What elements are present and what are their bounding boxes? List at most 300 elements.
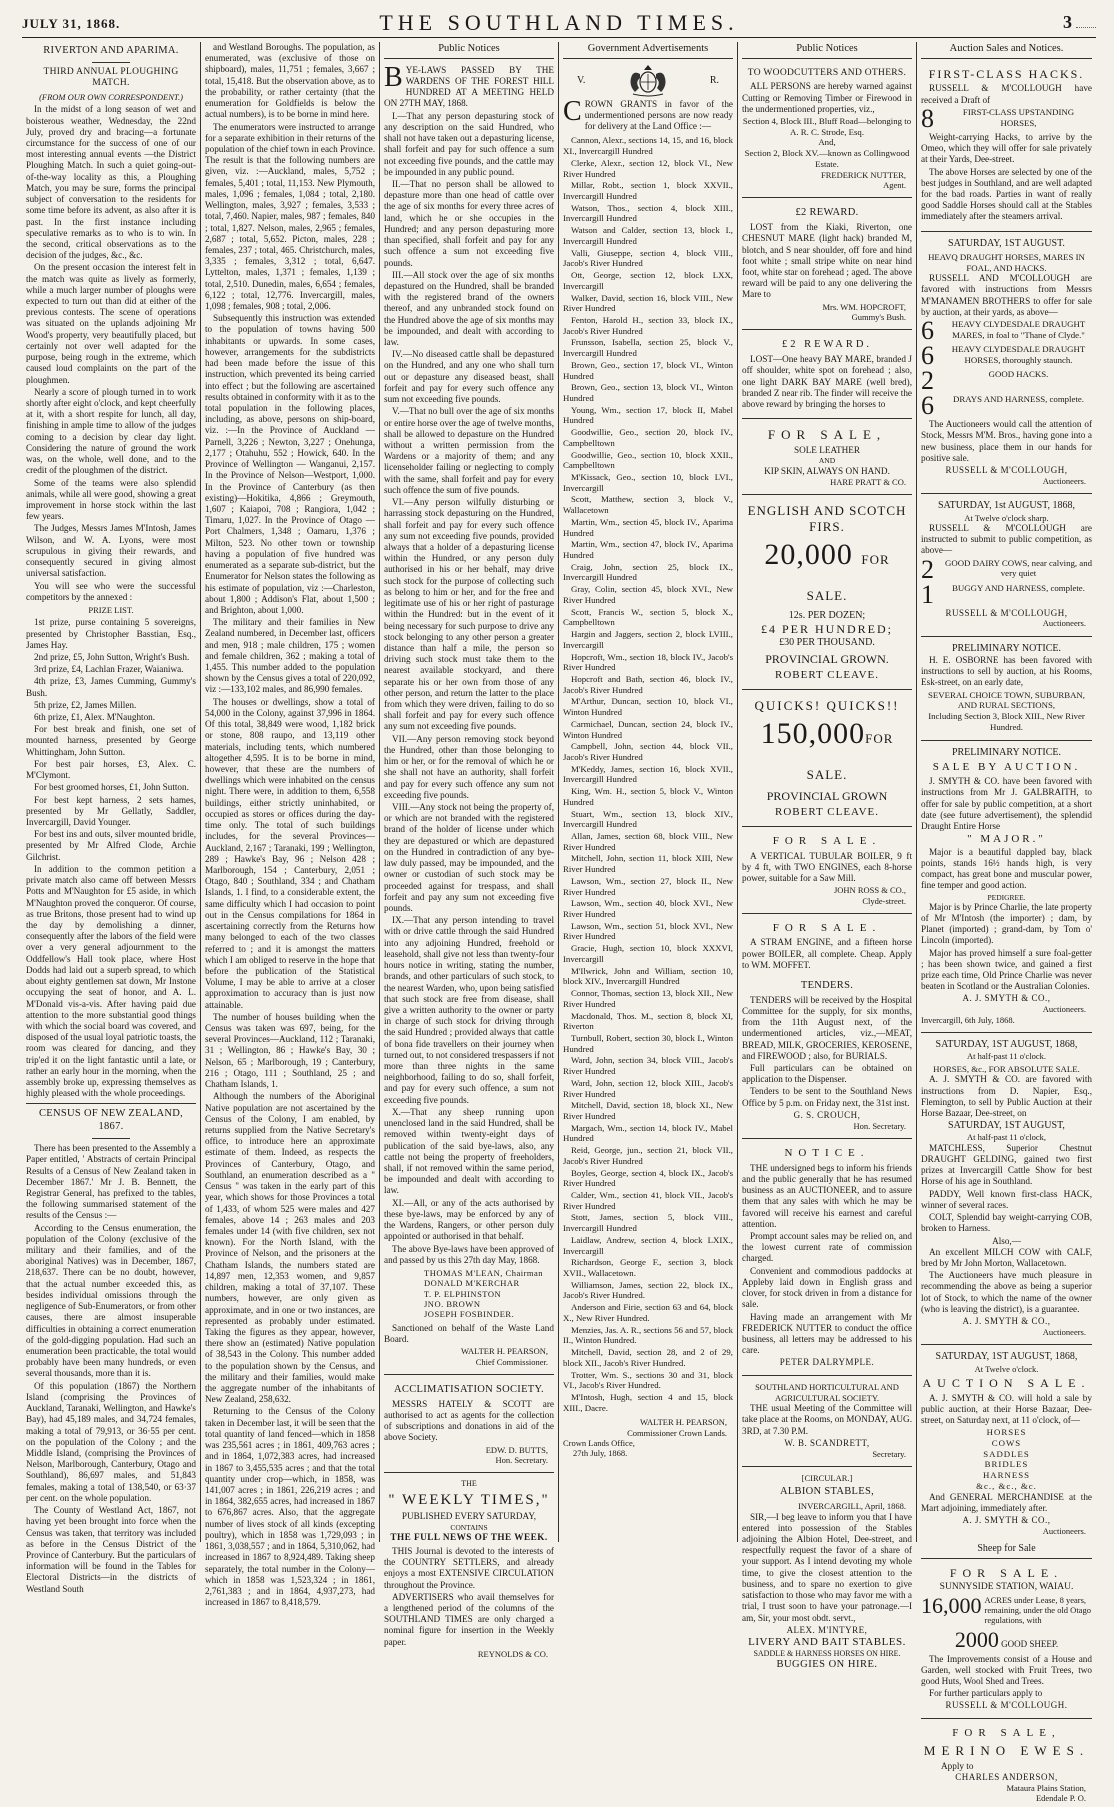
article-paragraph: Nearly a score of plough turned in to work shortly after eight o'clock, and kept cheerfully at it, with a short respite for lunch, all day, finishing in ample time to allow of the judges coming to a decision by clear day light. Considering the nature of ground the work was, on the whole, well done, and to the credit of the ploughmen of the district.: [26, 386, 196, 476]
crown-grant-item: Brown, Geo., section 17, block VI., Winton Hundred: [563, 359, 733, 381]
major-text: J. SMYTH & CO. have been favored with instructions from Mr J. GALBRAITH, to offer for sale by public competition, at a short date (see future advertisement), the splendid Draught Entire Horse: [921, 776, 1092, 832]
notice-text-3: Convenient and commodious paddocks at Appleby laid down in English grass and clover, for stock driven in from a distance for sale.: [742, 1265, 912, 1310]
sheep-acres-count: 16,000: [921, 1592, 982, 1618]
census-paragraph: The enumerators were instructed to arrange for a separate exhibition in their returns of the population of the chief town in each Province. The result is that the following numbers are given, viz. :—Auckland, males, 5,752 ; females, 5,401 ; total, 11,153. New Plymouth, males, 1,096 ; females, 1,084 ; total, 2,180. Wellington, males, 3,927 ; females, 3,533 ; total, 7,460. Napier, males, 987 ; females, 840 ; total, 1,827. Nelson, males, 2,965 ; females, 2,687 ; total, 5,652. Picton, males, 228 ; females, 237 ; total, 465. Christchurch, males, 3,335 ; females, 3,312 ; total, 6,647. Lyttelton, males, 1,371 ; females, 1,139 ; total, 2,510. Dunedin, males, 6,654 ; females, 6,122 ; total, 12,776. Invercargill, males, 1,098 ; females, 908 ; total, 2,006.: [205, 121, 375, 312]
sale-date: SATURDAY, 1ST AUGUST.: [948, 237, 1065, 249]
horses-text-4: COLT, Splendid bay weight-carrying COB, broken to Harness.: [921, 1212, 1092, 1234]
crown-grant-item: Margach, Wm., section 14, block IV., Mabel Hundred: [563, 1122, 733, 1144]
quicks-quantity: 150,000FOR SALE.: [760, 716, 894, 783]
section-header: Public Notices: [742, 42, 912, 59]
page-number-leader: [1076, 27, 1096, 28]
divider: [921, 231, 1092, 232]
tenders-signature: G. S. CROUCH,: [793, 1109, 861, 1120]
prize-list-title: PRIZE LIST.: [88, 604, 134, 615]
bylaw-item: The above Bye-laws have been approved of and passed by us this 27th day May, 1868.: [384, 1243, 554, 1265]
sheep-count: 2000: [954, 1626, 999, 1652]
albion-title: ALBION STABLES,: [779, 1486, 875, 1498]
divider: [92, 62, 130, 63]
preliminary-text: H. E. OSBORNE has been favored with instructions to sell by auction, at his Rooms, Esk-street, on an early date,: [921, 655, 1092, 688]
column-4: [559, 42, 738, 1542]
acclimatisation-signature: EDW. D. BUTTS,: [485, 1444, 548, 1455]
crown-grant-item: Goodwillie, Geo., section 10, block XXII., Campbelltown: [563, 449, 733, 471]
preliminary-notice-1: [921, 641, 1092, 736]
signatory: JOSEPH FOSBINDER.: [424, 1309, 515, 1320]
divider: [921, 493, 1092, 494]
woodcutters-signature: FREDERICK NUTTER,: [821, 169, 906, 180]
cows-items: [921, 554, 1092, 609]
lot-count: 6: [921, 316, 934, 346]
firs-price-2: £4 PER HUNDRED;: [760, 622, 893, 637]
auction-lot: [921, 554, 1092, 584]
article-paragraph: On the present occasion the interest felt in the match was quite as lively as formerly, while a much larger number of ploughs were expected to turn out than did at either of the previous contests. The scene of operations was situated on the uplands adjoining Mr Wood's property, very beautifully placed, but certainly not over well adapted for the purpose, being rough in the extreme, which caused loud complaints on the part of the ploughmen.: [26, 262, 196, 385]
major-horse-ad: [921, 745, 1092, 1029]
draught-role: Auctioneers.: [1042, 475, 1086, 486]
sale-time: At Twelve o'clock sharp.: [964, 512, 1049, 523]
horses-text-3: PADDY, Well known first-class HACK, winner of several races.: [921, 1188, 1092, 1210]
circular-label: [CIRCULAR.]: [801, 1473, 853, 1484]
divider: [742, 1466, 912, 1467]
firs-title: ENGLISH AND SCOTCH FIRS.: [747, 503, 907, 534]
general-auction-ad: [921, 1349, 1092, 1539]
tenders-ad: [742, 975, 912, 1134]
crown-grant-item: Richardson, George F., section 3, block XVII., Wallacetown.: [563, 1257, 733, 1279]
bylaw-item: VII.—Any person removing stock beyond the Hundred, other than those belonging to him or her, or for the removal of which he or she shall not have an authority, shall forfeit and pay for every such offence any sum not exceeding five pounds.: [384, 733, 554, 800]
major-text-2: Major is a beautiful dappled bay, black points, stands 16½ hands high, is very compact, has great bone and muscular power, fine temper and good action.: [921, 846, 1092, 891]
crest-left-letter: V.: [577, 74, 586, 86]
census-headline: CENSUS OF NEW ZEALAND, 1867.: [38, 1108, 184, 1133]
merino-ewes-ad: [921, 1723, 1092, 1806]
draught-text-2: The Auctioneers would call the attention of Stock, Messrs M'M. Bros., having gone into a new business, place them in our hands for positive sale.: [921, 419, 1092, 463]
crown-grant-item: Frunsson, Isabella, section 25, block V., Invercargill Hundred: [563, 337, 733, 359]
signatory: THOMAS M'LEAN, Chairman: [424, 1267, 544, 1278]
auction-title: SALE BY AUCTION.: [932, 760, 1081, 773]
weekly-published: PUBLISHED EVERY SATURDAY,: [401, 1511, 537, 1522]
major-name: " MAJOR.": [967, 833, 1046, 846]
crown-grant-item: Calder, Wm., section 41, block VII., Jacob's River Hundred: [563, 1190, 733, 1211]
boiler-signature: JOHN ROSS & CO.,: [833, 885, 906, 896]
auction-list-item: SADDLES: [983, 1448, 1030, 1459]
article-closing: In addition to the common petition a private match also came off between Messrs Potts and M'Naughton for £5 aside, in which M'Naughton proved the conqueror. Of course, as true Britons, those present had to wind up the day by demolishing a dinner, consequently after the labors of the field were over a very general adjournment to the Oddfellow's Hall took place, where Host Dodds had laid out a superb spread, to which about eighty gentlemen sat down, Mr Instone occupying the seat of honor, and A. L. M'Donald vis-a-vis. After having paid due attention to the more substantial good things with which the social board was covered, and disposed of the usual loyal patriotic toasts, the room was cleared for dancing, and they trip'ed it on the light fantastic until a late, or rather an early hour in the morning, when the assembly broke up, expressing themselves as highly pleased with the whole proceedings.: [26, 863, 196, 1099]
ewes-name: MERINO EWES.: [923, 1742, 1090, 1758]
horses-also: Also,—: [992, 1235, 1021, 1246]
albion-buggies: BUGGIES ON HIRE.: [776, 1658, 878, 1670]
prize-item: For best break and finish, one set of mounted harness, presented by George Whittingham, John Sutton.: [26, 724, 196, 757]
reward-title: £2 REWARD.: [795, 207, 859, 219]
engine-text: A STRAM ENGINE, and a fifteen horse power BOILER, all complete. Cheap. Apply to WM. MOFFET.: [742, 937, 912, 970]
crown-grant-item: Craig, John, section 25, block IX., Invercargill Hundred: [563, 561, 733, 583]
crown-grant-item: Gray, Colin, section 45, block XVI., New River Hundred: [563, 584, 733, 605]
bylaw-item: IV.—No diseased cattle shall be depastured on the Hundred, and any one who shall turn out or depasture any diseased beast, shall forfeit and pay for every such offence any sum not exceeding five pounds.: [384, 349, 554, 405]
census-paragraph: According to the Census enumeration, the population of the Colony (exclusive of the military and their families, and of the aboriginal Natives) was in December, 1867, 218,637. There can be no doubt, however, that the actual number exceeded this, as besides individual omissions through the negligence of Sub-Enumerators, or from other causes, there are almost insuperable difficulties in obtaining a correct enumeration of the gold-digging population. Had such an enumeration been practicable, the total would probably have been many hundreds, or even several thousands, more than it is.: [26, 1222, 196, 1379]
for-sale-title: FOR SALE.: [772, 921, 882, 934]
crown-grants-intro: CROWN GRANTS in favor of the undermentioned persons are now ready for delivery at the Land Office :—: [563, 95, 733, 132]
weekly-news: THE FULL NEWS OF THE WEEK.: [390, 1531, 548, 1542]
weekly-the: THE: [461, 1479, 477, 1489]
lot-count: 6: [921, 391, 934, 421]
albion-saddle: SADDLE & HARNESS HORSES ON HIRE.: [753, 1649, 901, 1659]
divider: [742, 329, 912, 330]
prize-item: For best groomed horses, £1, John Sutton.: [34, 782, 189, 793]
grants-signature: WALTER H. PEARSON,: [639, 1417, 727, 1428]
hacks-ad: [921, 63, 1092, 227]
auctioneer-notice: [742, 1143, 912, 1371]
signatory: JNO. BROWN: [424, 1299, 481, 1310]
boiler-text: A VERTICAL TUBULAR BOILER, 9 ft by 4 ft, with TWO ENGINES, each 8-horse power, suitable for a Saw Mill.: [742, 850, 912, 883]
census-paragraph: The military and their families in New Zealand numbered, in December last, officers and men, 918 ; male children, 175 ; women and female children, 362 ; making a total of 1,455. This number added to the population shown by the Census gives a total of 220,092, viz :—133,102 males, and 86,990 females.: [205, 617, 375, 695]
draught-text: RUSSELL AND M'COLLOUGH are favored with instructions from Messrs M'MANAMEN BROTHERS to offer for sale by auction, at their yards, as above—: [921, 273, 1092, 317]
divider: [742, 689, 912, 690]
prize-item: For best kept harness, 2 sets hames, presented by Mr Gellatly, Saddler, Invercargill, David Younger.: [26, 794, 196, 828]
reward-title: £2 REWARD.: [781, 339, 873, 351]
crown-grant-item: Brown, Geo., section 13, block VI., Winton Hundred: [563, 382, 733, 403]
crown-grant-item: Young, Wm., section 17, block II, Mabel Hundred: [563, 404, 733, 426]
woodcutters-properties: [742, 116, 912, 170]
acclimatisation-title: ACCLIMATISATION SOCIETY.: [394, 1383, 544, 1395]
grants-role: Commissioner Crown Lands.: [627, 1427, 727, 1438]
prize-item: For best ins and outs, silver mounted bridle, presented by Mr Alfred Clode, Archie Gilchrist.: [26, 829, 196, 862]
census-paragraph: There has been presented to the Assembly a Paper entitled, ' Abstracts of certain Principal Results of a Census of New Zealand taken in December 1867.' Mr J. B. Bennett, the Registrar General, has prefixed to the tables, the following summarised statement of the results of the Census :—: [26, 1143, 196, 1221]
major-date: Invercargill, 6th July, 1868.: [921, 1014, 1015, 1025]
tenders-text-3: Tenders to be sent to the Southland News Office by 5 p.m. on Friday next, the 31st inst.: [742, 1086, 912, 1108]
crown-grant-item: M'Ilwrick, John and William, section 10, block XIV., Invercargill Hundred: [563, 965, 733, 987]
column-1: [22, 42, 201, 1594]
albion-stables-ad: [742, 1471, 912, 1675]
prize-list: [26, 617, 196, 863]
weekly-times-ad: [384, 1477, 554, 1662]
property-item: And,: [818, 137, 836, 148]
crown-grant-item: Martin, Wm., section 45, block IV., Aparima Hundred: [563, 516, 733, 538]
prize-item: For best pair horses, £3, Alex. C. M'Clymont.: [26, 758, 196, 781]
property-item: Section 4, Block III., Bluff Road—belonging to A. R. C. Strode, Esq.: [742, 116, 912, 137]
crown-grant-item: Clerke, Alexr., section 12, block VI., New River Hundred: [563, 157, 733, 179]
auction-list-item: &c., &c., &c.: [976, 1480, 1037, 1491]
auction-lot: [921, 579, 1092, 609]
article-subhead: THIRD ANNUAL PLOUGHING MATCH.: [43, 66, 179, 89]
crown-grant-item: Fenton, Harold H., section 33, block IX., Jacob's River Hundred: [563, 314, 733, 336]
divider: [742, 418, 912, 419]
sanction-role: Chief Commissioner.: [475, 1356, 548, 1367]
lot-description: BUGGY AND HARNESS, complete.: [952, 582, 1085, 593]
section-header: Auction Sales and Notices.: [921, 42, 1092, 59]
section-header: Public Notices: [384, 42, 554, 59]
divider: [742, 913, 912, 914]
firs-grown: PROVINCIAL GROWN.: [765, 651, 889, 666]
dropcap: C: [563, 95, 582, 127]
horticultural-text: THE usual Meeting of the Committee will take place at the Rooms, on MONDAY, AUG. 3RD, at 7.30 P.M.: [742, 1403, 912, 1436]
bylaw-item: II.—That no person shall be allowed to depasture more than one head of cattle over the age of six months for every three acres of land, which he or she occupies in the Hundred; and any person depasturing more than specified, shall forfeit and pay for any such offence a sum not exceeding five pounds.: [384, 178, 554, 268]
auction-sale-text: A. J. SMYTH & CO. will hold a sale by public auction, at their Horse Bazaar, Dee-street, on Saturday next, at 11 o'clock, of—: [921, 1392, 1092, 1426]
lot-description: GOOD DAIRY COWS, near calving, and very quiet: [945, 557, 1092, 579]
hacks-text: RUSSELL & M'COLLOUGH have received a Draft of: [921, 83, 1092, 105]
article-paragraph: You will see who were the successful competitors by the annexed :: [26, 580, 196, 602]
divider: [921, 1344, 1092, 1345]
bylaws-list: [384, 111, 554, 1266]
tenders-text-2: Full particulars can be obtained on application to the Dispenser.: [742, 1063, 912, 1085]
crown-grant-item: Gracie, Hugh, section 10, block XXXVI, Invercargill: [563, 943, 733, 964]
bylaw-item: VIII.—Any stock not being the property of, or which are not branded with the registered brand of the holder of license under which they are depastured or which are depastured on the Hundred in contradiction of any bye-law duly passed, may be impounded, and the owner or custodian of such stock may be proceeded against for trespass, and shall forfeit and pay any sum not exceeding five pounds.: [384, 802, 554, 913]
royal-crest: [563, 63, 733, 99]
crown-grant-item: Lawson, Wm., section 27, block II., New River Hundred: [563, 875, 733, 897]
sale-date: SATURDAY, 1st AUGUST, 1868,: [937, 500, 1076, 512]
reward-text: LOST—One heavy BAY MARE, branded J off shoulder, white spot on forehead ; also, one light DARK BAY MARE (well bred), branded Z near rib. The finder will receive the above reward by bringing the horses to: [742, 354, 912, 410]
divider: [921, 636, 1092, 637]
draught-horses-ad: [921, 236, 1092, 490]
hacks-item-text: FIRST-CLASS UPSTANDING HORSES,: [962, 106, 1075, 128]
divider: [921, 1718, 1092, 1719]
draught-items: [921, 316, 1092, 421]
prize-item: 5th prize, £2, James Millen.: [34, 699, 137, 710]
bylaws-signatories: [384, 1268, 554, 1320]
auction-sale-text-2: And GENERAL MERCHANDISE at the Mart adjoining, immediately after.: [921, 1491, 1092, 1513]
sheep-good: GOOD SHEEP.: [1001, 1638, 1059, 1649]
census-paragraph: Although the numbers of the Aboriginal Native population are not ascertained by the Census of the Colony, I am enabled, by returns supplied from the Native Secretary's office, to introduce here an approximate estimate of them. Indeed, as respects the Provinces of Canterbury, Otago, and Southland, an enumeration described as a " Census " was taken in the early part of this year, which shows for those Provinces a total of 1,433, of whom 525 were males and 427 females, above 14 ; 263 males and 203 females under 14 (with five children, sex not known). For the North Island, with the Province of Nelson, and the prisoners at the Chatham Islands, the numbers stated are 14,897 men, 12,353 women, and 9,857 children, making a total of 37,107. These numbers, however, are only given as approximate, and in one or two instances, are represented as probably under estimated. Taking the figures as they appear, however, there show an (estimated) Native population of 38,543 in the Colony. This number added to the population shown by the Census, and the military and their families, would make the aggregate number of the inhabitants of New Zealand, 258,632.: [205, 1091, 375, 1405]
crown-grant-item: Lawson, Wm., section 51, block XVI., New River Hundred: [563, 920, 733, 942]
acclimatisation-text: MESSRS HATELY & SCOTT are authorised to act as agents for the collection of subscriptions and donations in aid of the above Society.: [384, 1398, 554, 1443]
albion-livery: LIVERY AND BAIT STABLES.: [748, 1635, 906, 1648]
crown-grant-item: Scott, Francis W., section 5, block X., Campbelltown: [563, 606, 733, 628]
acclimatisation-ad: [384, 1379, 554, 1468]
grants-date: 27th July, 1868.: [573, 1448, 628, 1459]
firs-quantity: 20,000 FOR SALE.: [764, 537, 890, 604]
crown-grants-list: [563, 135, 733, 1413]
census-paragraph: The houses or dwellings, show a total of 54,000 in the Colony, against 37,996 in 1864. Of this total, 38,849 were wood, 1,182 brick or stone, 808 raupo, and 13,119 other materials, including tents, which numbered altogether 4,595. It is to be borne in mind, however, that these are the numbers of dwellings which were inhabited on the census night. There were, in addition to them, 6,558 buildings, either strictly uninhabited, or occupied as stores or offices during the day-time only. The total of such buildings includes, for the several Provinces—Auckland, 2,167 ; Taranaki, 199 ; Wellington, 289 ; Hawke's Bay, 96 ; Nelson 428 ; Marlborough, 154 ; Canterbury, 2,051 ; Otago, 840 ; Southland, 334 ; and Chatham Islands, 1. I find, to a considerable extent, the same difficulty which I had occasion to point out in the Census compilations for 1864 in ascertaining correctly from the Returns how many belonged to each of the two classes referred to ; and it is amongst the matters which I am obliged to reserve in the hope that before the publication of the Statistical Volume, I may be able to arrive at a closer approximation to accuracy than is just now attainable.: [205, 696, 375, 1010]
ewes-for-sale-title: FOR SALE,: [952, 1727, 1061, 1740]
weekly-signature: REYNOLDS & CO.: [477, 1648, 548, 1659]
firs-signature: ROBERT CLEAVE.: [775, 668, 879, 681]
auction-list-item: HARNESS: [982, 1470, 1031, 1481]
crown-grant-item: Anderson and Firie, section 63 and 64, block X., New River Hundred.: [563, 1302, 733, 1323]
crown-grant-item: Trotter, Wm. S., sections 30 and 31, block VI., Jacob's River Hundred.: [563, 1369, 733, 1391]
horticultural-signature: W. B. SCANDRETT,: [784, 1437, 870, 1448]
cows-role: Auctioneers.: [1042, 618, 1086, 629]
auction-sale-role: Auctioneers.: [1042, 1525, 1086, 1536]
page-columns: [22, 42, 1096, 1804]
albion-text: SIR,—I beg leave to inform you that I have entered into possession of the Stables adjoining the Albion Hotel, Dee-street, and respectfully request the favor of a share of your support. As I intend devoting my whole time, to give the closest attention to the business, and to spare no exertion to give satisfaction to those who may favor me with a trial, I trust soon to have your patronage.—I am, Sir, your most obdt. servt.,: [742, 1511, 912, 1623]
crown-grant-item: Hopcroft, Wm., section 18, block IV., Jacob's River Hundred: [563, 651, 733, 673]
bylaw-item: XI.—All, or any of the acts authorised by these bye-laws, may be enforced by any of the Wardens, Rangers, or other person duly appointed or authorised in that behalf.: [384, 1197, 554, 1242]
auction-sale-title: AUCTION SALE.: [922, 1375, 1091, 1390]
census-body: [26, 1143, 196, 1595]
divider: [92, 1138, 130, 1139]
bylaws-intro: BYE-LAWS PASSED BY THE WARDENS OF THE FOREST HILL HUNDRED AT A MEETING HELD ON 27TH MAY, 1868.: [384, 61, 554, 109]
sheep-station: SUNNYSIDE STATION, WAIAU.: [939, 1582, 1074, 1593]
weekly-contains: CONTAINS: [450, 1522, 488, 1532]
major-role: Auctioneers.: [1042, 1004, 1086, 1015]
sale-time: At Twelve o'clock.: [974, 1363, 1039, 1374]
divider: [742, 1375, 912, 1376]
crown-grant-item: Ott, George, section 12, block LXX, Invercargill: [563, 270, 733, 291]
for-sale-title: FOR SALE,: [767, 427, 887, 443]
auction-list-item: COWS: [991, 1437, 1022, 1448]
prize-item: 1st prize, purse containing 5 sovereigns, presented by Christopher Basstian, Esq., James Hay.: [26, 617, 196, 650]
article-headline: RIVERTON AND APARIMA.: [43, 45, 179, 56]
leather-line-1: SOLE LEATHER: [793, 445, 861, 456]
crown-grant-item: Allan, James, section 68, block VIII., New River Hundred: [563, 831, 733, 852]
crown-grant-item: Macdonald, Thos. M., section 8, block XI, Riverton: [563, 1010, 733, 1032]
major-text-3: Major is by Prince Charlie, the late property of Mr M'Intosh (the importer) ; dam, by Planet (imported) ; grand-dam, by Tom o' Lincoln (imported).: [921, 901, 1092, 946]
property-item: Section 2, Block XV.—known as Collingwood Estate.: [744, 148, 910, 169]
sanction-signature: WALTER H. PEARSON,: [460, 1346, 548, 1357]
draught-signature: RUSSELL & M'COLLOUGH,: [945, 464, 1068, 475]
lot-description: HEAVY CLYDESDALE DRAUGHT MARES, in foal to "Thane of Clyde.": [951, 319, 1086, 340]
quicks-grown: PROVINCIAL GROWN: [766, 789, 888, 804]
weekly-title: " WEEKLY TIMES,": [388, 1492, 550, 1509]
preliminary-text-3: Including Section 3, Block XIII., New River Hundred.: [928, 711, 1085, 732]
sheep-count-line: [921, 1627, 1092, 1654]
horticultural-title: SOUTHLAND HORTICULTURAL AND AGRICULTURAL SOCIETY.: [755, 1382, 899, 1403]
auction-lot: [921, 341, 1092, 371]
engine-ad: [742, 918, 912, 975]
crown-grant-item: Stott, James, section 5, block VIII., Invercargill Hundred: [563, 1212, 733, 1234]
prize-item: 2nd prize, £5, John Sutton, Wright's Bush.: [34, 651, 190, 662]
divider: [742, 826, 912, 827]
sale-date: SATURDAY, 1ST AUGUST,: [948, 1120, 1065, 1132]
boiler-place: Clyde-street.: [862, 895, 906, 906]
crown-grant-item: Connor, Thomas, section 13, block XII., New River Hundred: [563, 988, 733, 1009]
sheep-text: The Improvements consist of a House and Garden, well stocked with Fruit Trees, two good Huts, Wool Shed and Trees.: [921, 1653, 1092, 1687]
crown-grant-item: Ward, John, section 12, block XIII., Jacob's River Hundred: [563, 1077, 733, 1099]
absolute-sale-ad: [921, 1037, 1092, 1340]
divider: [921, 740, 1092, 741]
crown-grant-item: Watson, Thos., section 4, block XIII., Invercargill Hundred: [563, 202, 733, 224]
lot-count: 1: [921, 579, 934, 609]
ewes-signature: CHARLES ANDERSON,: [955, 1771, 1058, 1782]
crown-grant-item: Mitchell, David, section 18, block XI., New River Hundred: [563, 1100, 733, 1121]
crown-grant-item: M'Intosh, Hugh, section 4 and 15, block XIII., Dacre.: [563, 1391, 733, 1413]
signatory: DONALD M'KERCHAR: [424, 1278, 520, 1289]
auction-lot: [921, 391, 1092, 421]
divider: [384, 1472, 554, 1473]
bylaws-sanction: Sanctioned on behalf of the Waste Land Board.: [384, 1322, 554, 1344]
auction-list-item: HORSES: [986, 1427, 1027, 1438]
sheep-for-sale-title: FOR SALE.: [949, 1565, 1064, 1580]
crown-grant-item: Walker, David, section 16, block VIII., New River Hundred: [563, 292, 733, 314]
masthead: [22, 6, 1096, 38]
divider: [384, 1374, 554, 1375]
column-5: [738, 42, 917, 1670]
newspaper-title: THE SOUTHLAND TIMES.: [379, 10, 739, 35]
lot-count: 6: [921, 341, 934, 371]
crown-grant-item: Menzies, Jas. A. R., sections 56 and 57, block II., Winton Hundred.: [563, 1324, 733, 1346]
divider: [742, 197, 912, 198]
dropcap: B: [384, 61, 403, 93]
hacks-text-3: The above Horses are selected by one of the best judges in Southland, and are well adapted for the bad roads. Parties in want of really good Saddle Horses should call at the Stables immediately after the steamers arrival.: [921, 166, 1092, 222]
albion-signature: ALEX. M'INTYRE,: [786, 1624, 868, 1635]
sheep-acres: [921, 1592, 1092, 1626]
horses-text: A. J. SMYTH & CO. are favored with instructions from D. Napier, Esq., Flemington, to sell by Public Auction at their Horse Bazaar, Dee-street, on: [921, 1074, 1092, 1119]
coat-of-arms-icon: [625, 64, 671, 98]
hacks-title: FIRST-CLASS HACKS.: [928, 66, 1085, 81]
tenders-title: TENDERS.: [800, 979, 854, 991]
quicks-title: QUICKS! QUICKS!!: [754, 698, 900, 714]
census-paragraph: The number of houses building when the Census was taken was 697, being, for the several Provinces—Auckland, 112 ; Taranaki, 31 ; Wellington, 86 ; Hawke's Bay, 30 ; Nelson, 65 ; Marlborough, 19 ; Canterbury, 216 ; Otago, 111 ; Southland, 25 ; and Chatham Islands, 1.: [205, 1011, 375, 1090]
lot-description: DRAYS AND HARNESS, complete.: [953, 394, 1084, 405]
divider: [742, 494, 912, 495]
horses-text-6: The Auctioneers have much pleasure in recommending the above as being a superior lot of Stock, to which the name of the owner (who is leaving the district), is a guarantee.: [921, 1270, 1092, 1314]
crown-grant-item: Hargin and Jaggers, section 2, block LVIII., Invercargill: [563, 629, 733, 650]
horses-text-2: MATCHLESS, Superior Chestnut DRAUGHT GELDING, gained two first prizes at Invercargill Cattle Show for best Horse of his age in Southland.: [921, 1142, 1092, 1187]
horticultural-role: Secretary.: [872, 1448, 906, 1459]
notice-text-2: Prompt account sales may be relied on, and the lowest current rate of commission charged.: [742, 1230, 912, 1264]
article-paragraph: In the midst of a long season of wet and boisterous weather, Wednesday, the 22nd July, proved dry and bracing—a fortunate circumstance for the success of one of our most interesting annual events —the District Ploughing Match. In such a quiet going-out-of-the-way locality as this, a Ploughing Match, you may be sure, forms the principal subject of conversation to the residents for some time before its advent, as also after it is past. In the first instance including speculative remarks as to who is to win. In the second, critical observations as to the decision of the judges, &c., &c.: [26, 104, 196, 261]
auction-lot: [921, 366, 1092, 396]
reward-ad-2: [742, 334, 912, 414]
crown-grant-item: Laidlaw, Andrew, section 4, block LXIX., Invercargill: [563, 1234, 733, 1256]
weekly-text-2: ADVERTISERS who avail themselves for a lengthened period of the columns of the SOUTHLAND TIMES are only charged a nominal figure for insertion in the Weekly paper.: [384, 1591, 554, 1647]
crown-grant-item: Martin, Wm., section 47, block IV., Aparima Hundred: [563, 539, 733, 561]
crown-grant-item: M'Keddy, James, section 16, block XVII., Invercargill Hundred: [563, 763, 733, 785]
woodcutters-role: Agent.: [883, 179, 906, 190]
crown-grant-item: Williamson, James, section 22, block IX., Jacob's River Hundred.: [563, 1279, 733, 1301]
horticultural-ad: [742, 1380, 912, 1462]
auction-lot: [921, 316, 1092, 346]
reward-place: Gummy's Bush.: [851, 312, 906, 323]
auction-sale-signature: A. J. SMYTH & CO.,: [962, 1514, 1051, 1525]
crown-grant-item: M'Arthur, Duncan, section 10, block VI., Winton Hundred: [563, 696, 733, 718]
bylaw-item: X.—That any sheep running upon unenclosed land in the said Hundred, shall be removed within twenty-eight days of publication of the said bye-laws, also, any cattle not being the property of freeholders, shall, if not removed within the same period, be impounded and dealt with according to law.: [384, 1106, 554, 1196]
sale-date: SATURDAY, 1ST AUGUST, 1868,: [935, 1039, 1078, 1051]
sheep-signature: RUSSELL & M'COLLOUGH.: [945, 1700, 1068, 1711]
column-2: [201, 42, 380, 1608]
albion-date: INVERCARGILL, April, 1868.: [798, 1501, 906, 1512]
article-body: [26, 104, 196, 603]
auction-list-item: BRIDLES: [984, 1459, 1029, 1470]
article-byline: (FROM OUR OWN CORRESPONDENT.): [39, 91, 183, 102]
ewes-po: Edendale P. O.: [1035, 1793, 1086, 1804]
lot-description: HEAVY CLYDESDALE DRAUGHT HORSES, thoroughly staunch.: [951, 344, 1086, 365]
crown-grant-item: Reid, George, jun., section 21, block VII., Jacob's River Hundred: [563, 1145, 733, 1166]
grants-office: Crown Lands Office,: [563, 1438, 635, 1449]
bylaw-item: IX.—That any person intending to travel with or drive cattle through the said Hundred into any adjoining Hundred, freehold or leasehold, shall give not less than twenty-four hours notice in writing, stating the number, brands, and other particulars of such stock, to the nearest Warden, who, upon being satisfied that such stock are free from disease, shall give a written authority to the owner or party in charge of such stock for driving through the said Hundred ; provided always that cattle of bona fide travellers on their journey when turned out, to not considered trespassers if not more than three nights in the same neighborhood, failing to do so, shall forfeit, and pay for every such offence, a sum not exceeding five pounds.: [384, 915, 554, 1105]
article-paragraph: Some of the teams were also splendid animals, while all were good, showing a great improvement in horse stock within the last few years.: [26, 477, 196, 522]
boiler-ad: [742, 831, 912, 909]
crown-grant-item: Carmichael, Duncan, section 24, block IV., Winton Hundred: [563, 718, 733, 740]
hacks-count: 8: [921, 103, 934, 133]
cows-signature: RUSSELL & M'COLLOUGH,: [945, 607, 1068, 618]
quicks-ad: [742, 694, 912, 822]
reward-ad-1: [742, 202, 912, 325]
pedigree-label: PEDIGREE.: [987, 892, 1026, 902]
crown-grant-item: Stuart, Wm., section 13, block XIV., Invercargill Hundred: [563, 808, 733, 830]
page-number: 3: [1063, 12, 1096, 34]
census-paragraph: Returning to the Census of the Colony taken in December last, it will be seen that the total quantity of land fenced—which in 1858 was 235,561 acres ; in 1861, 409,763 acres ; and in 1864, 1,072,383 acres, had increased in 1867 to 3,455,535 acres ; and that the total quantity under crop—which, in 1858, was 141,007 acres ; in 1861, 226,219 acres ; and in 1864, 382,655 acres, had increased in 1867 to 676,867 acres. Also, that the aggregate number of lives stock of all kinds (excepting poultry), which in 1858 was 1,729,093 ; in 1861, 3,038,557 ; and in 1864, 5,310,062, had increased in 1867 to 8,924,489. Taking sheep separately, the total number in the Colony—which in 1858 was 1,523,324 ; in 1861, 2,761,383 ; and in 1864, 4,937,273, had increased in 1867 to 8,418,579.: [205, 1406, 375, 1608]
crown-grant-item: Goodwillie, Geo., section 20, block IV., Campbelltown: [563, 427, 733, 448]
crown-grant-item: Boyles, George, section 4, block IX., Jacob's River Hundred: [563, 1167, 733, 1189]
bylaws-notice: [384, 63, 554, 1370]
notice-text: THE undersigned begs to inform his friends and the public generally that he has resumed business as an AUCTIONEER, and to assure them that any sales with which he may be favored will receive his earnest and careful attention.: [742, 1162, 912, 1229]
crown-grant-item: Cannon, Alexr., sections 14, 15, and 16, block XI., Invercargill Hundred: [563, 135, 733, 157]
crown-grant-item: Mitchell, John, section 11, block XIII, New River Hundred: [563, 853, 733, 875]
cows-text: RUSSELL & M'COLLOUGH are instructed to submit to public competition, as above—: [921, 522, 1092, 556]
sheep-text-2: For further particulars apply to: [929, 1688, 1043, 1699]
bylaw-item: I.—That any person depasturing stock of any description on the said Hundred, who shall not have taken out a depasturing license, shall forfeit and pay for such offence a sum not exceeding five pounds, and the cattle may be impounded in any public pound.: [384, 110, 554, 177]
crest-right-letter: R.: [709, 74, 719, 86]
firs-ad: [742, 499, 912, 685]
horses-signature: A. J. SMYTH & CO.,: [962, 1316, 1051, 1327]
woodcutters-text: ALL PERSONS are hereby warned against Cutting or Removing Timber or Firewood in the undermentioned properties, viz.,: [742, 81, 912, 114]
leather-ad: [742, 423, 912, 490]
draught-title: HEAVQ DRAUGHT HORSES, MARES IN FOAL, AND HACKS.: [928, 251, 1085, 273]
issue-date: JULY 31, 1868.: [22, 16, 121, 31]
woodcutters-notice: [742, 63, 912, 194]
notice-text-4: Having made an arrangement with Mr FREDERICK NUTTER to conduct the office business, all letters may be addressed to his care.: [742, 1311, 912, 1356]
major-signature: A. J. SMYTH & CO.,: [962, 993, 1051, 1004]
major-text-4: Major has proved himself a sure foal-getter ; has been shown twice, and gained a first prize each time, Old Prince Charlie was never beaten in Scotland or the Australian Colonies.: [921, 947, 1092, 992]
preliminary-title: PRELIMINARY NOTICE.: [951, 746, 1062, 758]
census-paragraph: Of this population (1867) the Northern Island (comprising the Provinces of Auckland, Taranaki, Wellington, and Hawke's Bay), had 45,189 males, and 34,724 females, making a total of 79,913, or 36·55 per cent. on the population of the Colony ; and the Middle Island, (comprising the Provinces of Nelson, Marlborough, Canterbury, Otago and Southland), 86,697 males, and 51,843 females, making a total of 138,540, or 63·37 per cent. on the whole population.: [26, 1380, 196, 1503]
lot-count: 2: [921, 366, 934, 396]
leather-line-2: AND: [818, 456, 836, 466]
